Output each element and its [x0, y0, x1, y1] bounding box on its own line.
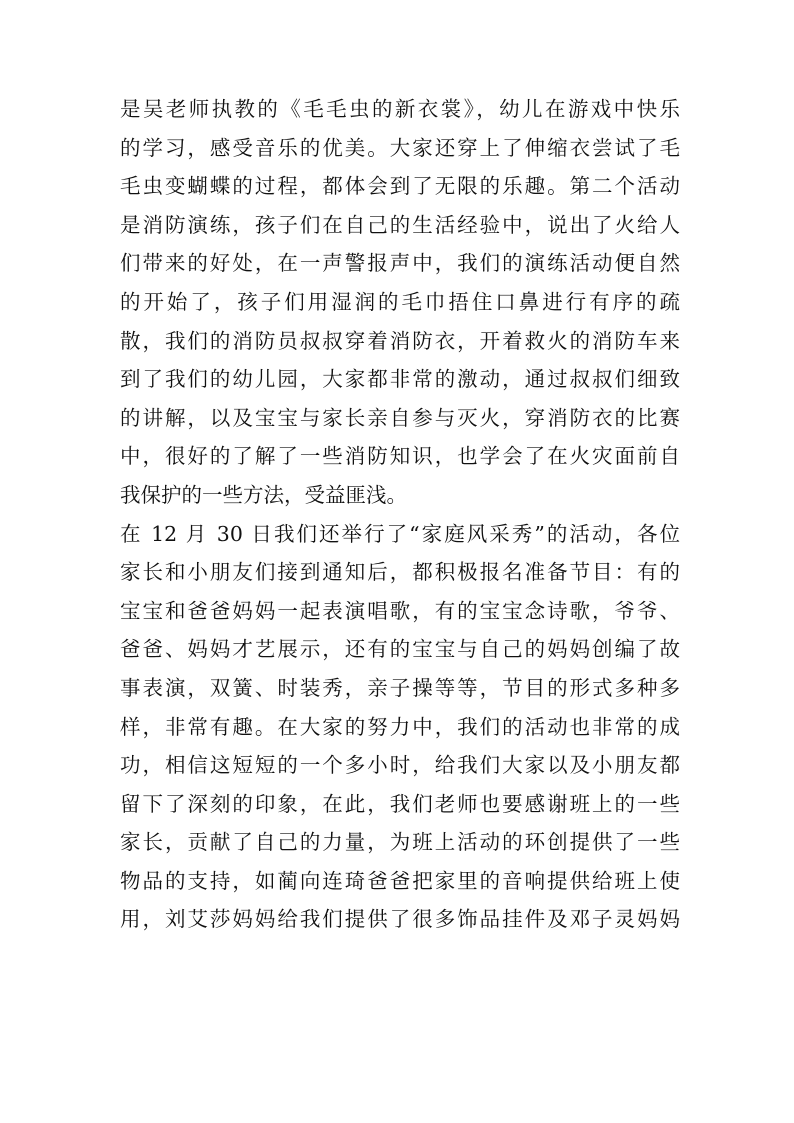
text-line: 爸爸、妈妈才艺展示，还有的宝宝与自己的妈妈创编了故: [120, 637, 680, 662]
text-line: 事表演，双簧、时装秀，亲子操等等，节目的形式多种多: [120, 675, 680, 700]
text-line: 功，相信这短短的一个多小时，给我们大家以及小朋友都: [120, 753, 680, 778]
text-line: 们带来的好处，在一声警报声中，我们的演练活动便自然: [120, 251, 680, 276]
text-line: 的开始了，孩子们用湿润的毛巾捂住口鼻进行有序的疏: [120, 289, 680, 314]
text-line: 的讲解，以及宝宝与家长亲自参与灭火，穿消防衣的比赛: [120, 405, 680, 430]
text-line: 到了我们的幼儿园，大家都非常的激动，通过叔叔们细致: [120, 367, 680, 392]
text-line: 是吴老师执教的《毛毛虫的新衣裳》，幼儿在游戏中快乐: [120, 97, 680, 121]
text-line: 是消防演练，孩子们在自己的生活经验中，说出了火给人: [120, 212, 680, 237]
text-line: 家长和小朋友们接到通知后，都积极报名准备节目：有的: [120, 560, 680, 585]
body-text: [120, 90, 680, 939]
text-line: 的学习，感受音乐的优美。大家还穿上了伸缩衣尝试了毛: [120, 135, 680, 160]
text-line: 家长，贡献了自己的力量，为班上活动的环创提供了一些: [120, 830, 680, 855]
text-line: 用，刘艾莎妈妈给我们提供了很多饰品挂件及邓子灵妈妈: [120, 907, 680, 932]
text-line: 在 12 月 30 日我们还举行了“家庭风采秀”的活动，各位: [120, 521, 680, 546]
text-line: 毛虫变蝴蝶的过程，都体会到了无限的乐趣。第二个活动: [120, 174, 680, 199]
text-line: 留下了深刻的印象，在此，我们老师也要感谢班上的一些: [120, 791, 680, 816]
text-line: 物品的支持，如蔺向连琦爸爸把家里的音响提供给班上使: [120, 868, 680, 893]
text-line: 我保护的一些方法，受益匪浅。: [120, 482, 407, 507]
text-line: 中，很好的了解了一些消防知识，也学会了在火灾面前自: [120, 444, 680, 469]
text-line: 散，我们的消防员叔叔穿着消防衣，开着救火的消防车来: [120, 328, 680, 353]
text-line: 样，非常有趣。在大家的努力中，我们的活动也非常的成: [120, 714, 680, 739]
text-line: 宝宝和爸爸妈妈一起表演唱歌，有的宝宝念诗歌，爷爷、: [120, 598, 680, 623]
